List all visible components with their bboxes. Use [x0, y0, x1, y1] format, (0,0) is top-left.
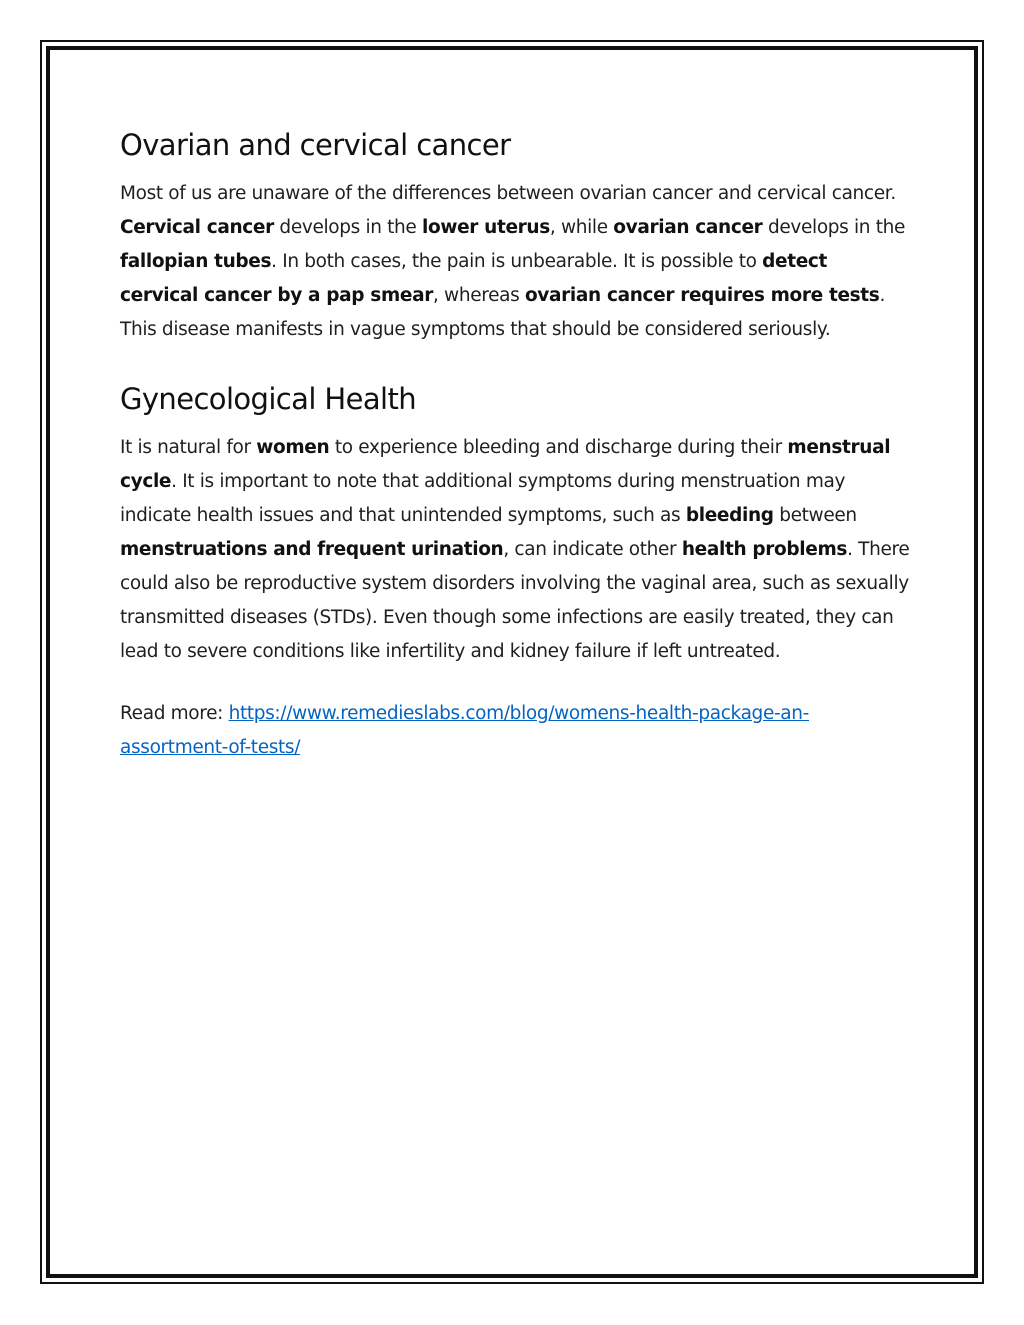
- text-run: . In both cases, the pain is unbearable. It is possible to: [271, 251, 763, 272]
- text-run: between: [773, 505, 857, 526]
- bold-text-run: ovarian cancer requires more tests: [524, 285, 880, 306]
- section-gynecological-health: [120, 377, 910, 669]
- bold-text-run: menstrual cycle: [120, 437, 891, 492]
- bold-text-run: detect cervical cancer by a pap smear: [120, 251, 828, 306]
- section-paragraph-ovarian-cervical-cancer: [120, 177, 910, 347]
- text-run: develops in the: [273, 217, 422, 238]
- bold-text-run: ovarian cancer: [613, 217, 763, 238]
- section-heading-gynecological-health: Gynecological Health: [120, 382, 417, 416]
- bold-text-run: women: [256, 437, 330, 458]
- read-more-label: Read more:: [120, 703, 229, 724]
- document-content: [120, 123, 910, 765]
- section-ovarian-cervical-cancer: [120, 123, 910, 347]
- text-run: . There could also be reproductive system disorders involving the vaginal area, such as sexually transmitted diseases (STDs). Even though some infections are easily treated, they can lead to severe conditions like infertility and kidney failure if left untreated.: [120, 539, 910, 662]
- text-run: , while: [549, 217, 614, 238]
- section-paragraph-gynecological-health: [120, 431, 910, 669]
- bold-text-run: fallopian tubes: [120, 251, 272, 272]
- read-more: [120, 697, 910, 765]
- section-heading-ovarian-cervical-cancer: Ovarian and cervical cancer: [120, 128, 511, 162]
- text-run: develops in the: [762, 217, 906, 238]
- text-run: . This disease manifests in vague symptoms that should be considered seriously.: [120, 285, 885, 340]
- bold-text-run: menstruations and frequent urination: [120, 539, 504, 560]
- text-run: , whereas: [433, 285, 525, 306]
- read-more-link[interactable]: https://www.remedieslabs.com/blog/womens-health-package-an-assortment-of-tests/: [120, 703, 809, 758]
- text-run: , can indicate other: [503, 539, 682, 560]
- text-run: . It is important to note that additional symptoms during menstruation may indicate health issues and that unintended symptoms, such as: [120, 471, 846, 526]
- text-run: to experience bleeding and discharge during their: [329, 437, 788, 458]
- bold-text-run: bleeding: [685, 505, 774, 526]
- bold-text-run: lower uterus: [421, 217, 550, 238]
- bold-text-run: health problems: [681, 539, 848, 560]
- text-run: Most of us are unaware of the differences between ovarian cancer and cervical cancer.: [120, 183, 896, 204]
- bold-text-run: Cervical cancer: [120, 217, 274, 238]
- text-run: It is natural for: [120, 437, 257, 458]
